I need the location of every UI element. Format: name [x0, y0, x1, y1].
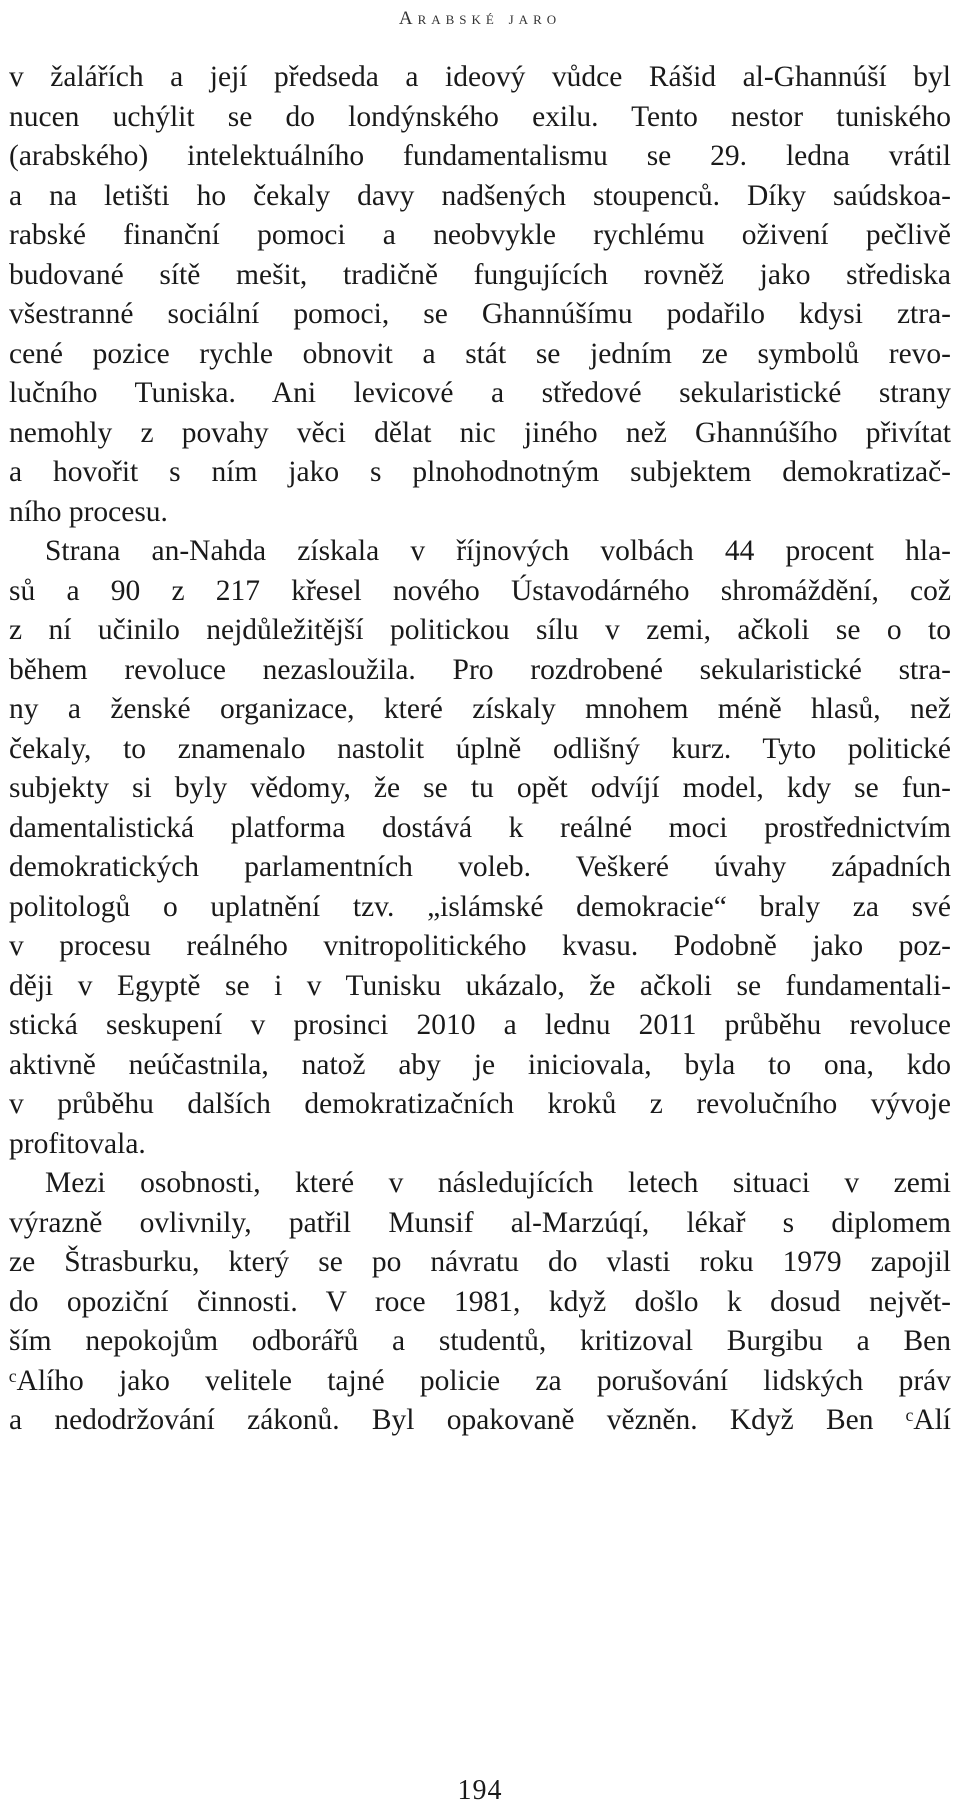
text-line: damentalistická platforma dostává k reálné moci prostřednictvím	[9, 811, 951, 844]
text-line: a na letišti ho čekaly davy nadšených stoupenců. Díky saúdskoa-	[9, 179, 951, 212]
text-line: do opoziční činnosti. V roce 1981, když došlo k dosud největ-	[9, 1285, 951, 1318]
text-line: ᶜAlího jako velitele tajné policie za porušování lidských práv	[9, 1364, 951, 1397]
text-line: Strana an-Nahda získala v říjnových volbách 44 procent hla-	[45, 535, 951, 567]
text-line: demokratických parlamentních voleb. Veškeré úvahy západních	[9, 851, 951, 883]
text-line: nucen uchýlit se do londýnského exilu. Tento nestor tuniského	[9, 100, 951, 133]
text-line: a nedodržování zákonů. Byl opakovaně vězněn. Když Ben ᶜAlí	[9, 1404, 951, 1436]
text-line: subjekty si byly vědomy, že se tu opět odvíjí model, kdy se fun-	[9, 772, 951, 804]
text-line: ze Štrasburku, který se po návratu do vlasti roku 1979 zapojil	[9, 1246, 951, 1278]
text-line: nemohly z povahy věci dělat nic jiného než Ghannúšího přivítat	[9, 416, 951, 449]
text-line: v procesu reálného vnitropolitického kvasu. Podobně jako poz-	[9, 930, 951, 962]
text-line: během revoluce nezasloužila. Pro rozdrobené sekularistické stra-	[9, 653, 951, 686]
paragraph-1	[9, 58, 951, 532]
text-line: ším nepokojům odborářů a studentů, kritizoval Burgibu a Ben	[9, 1325, 951, 1357]
text-line: ního procesu.	[9, 495, 168, 528]
text-line: stická seskupení v prosinci 2010 a lednu 2011 průběhu revoluce	[9, 1009, 951, 1041]
body-text	[9, 58, 951, 1441]
text-line: z ní učinilo nejdůležitější politickou sílu v zemi, ačkoli se o to	[9, 614, 951, 646]
text-line: ději v Egyptě se i v Tunisku ukázalo, že ačkoli se fundamentali-	[9, 969, 951, 1002]
text-line: cené pozice rychle obnovit a stát se jedním ze symbolů revo-	[9, 337, 951, 370]
text-line: výrazně ovlivnily, patřil Munsif al-Marzúqí, lékař s diplomem	[9, 1206, 951, 1239]
running-head: Arabské jaro	[398, 8, 562, 29]
text-line: Mezi osobnosti, které v následujících letech situaci v zemi	[45, 1167, 951, 1199]
page-number: 194	[457, 1775, 503, 1806]
text-line: lučního Tuniska. Ani levicové a středové sekularistické strany	[9, 377, 951, 409]
text-line: budované sítě mešit, tradičně fungujících rovněž jako střediska	[9, 258, 951, 291]
text-line: čekaly, to znamenalo nastolit úplně odlišný kurz. Tyto politické	[9, 732, 951, 765]
text-line: v průběhu dalších demokratizačních kroků z revolučního vývoje	[9, 1088, 951, 1120]
text-line: (arabského) intelektuálního fundamentalismu se 29. ledna vrátil	[9, 140, 951, 172]
text-line: sů a 90 z 217 křesel nového Ústavodárného shromáždění, což	[9, 574, 951, 607]
text-line: politologů o uplatnění tzv. „islámské demokracie“ braly za své	[9, 890, 951, 923]
text-line: všestranné sociální pomoci, se Ghannúšímu podařilo kdysi ztra-	[9, 298, 951, 330]
text-line: v žalářích a její předseda a ideový vůdce Rášid al-Ghannúší byl	[9, 61, 951, 93]
text-line: rabské finanční pomoci a neobvykle rychlému oživení pečlivě	[9, 219, 951, 251]
paragraph-2	[9, 532, 951, 1164]
paragraph-3	[9, 1164, 951, 1441]
text-line: aktivně neúčastnila, natož aby je iniciovala, byla to ona, kdo	[9, 1048, 951, 1081]
text-line: a hovořit s ním jako s plnohodnotným subjektem demokratizač-	[9, 456, 951, 488]
text-line: ny a ženské organizace, které získaly mnohem méně hlasů, než	[9, 693, 951, 725]
text-line: profitovala.	[9, 1127, 146, 1160]
